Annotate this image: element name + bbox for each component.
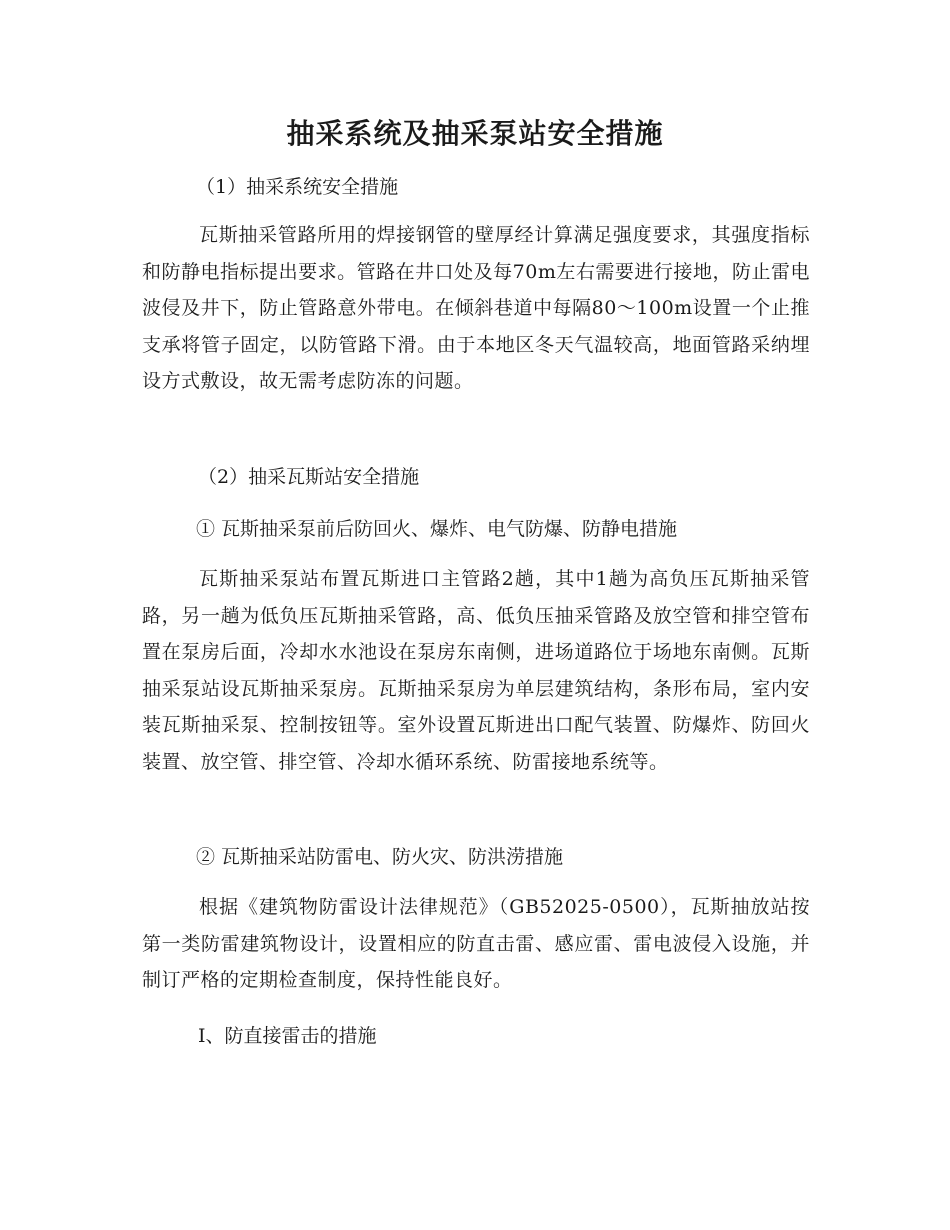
- subsection-1-paragraph: 瓦斯抽采泵站布置瓦斯进口主管路2趟，其中1趟为高负压瓦斯抽采管路，另一趟为低负压瓦斯抽采管路，高、低负压抽采管路及放空管和排空管布置在泵房后面，冷却水水池设在泵房东南侧，进场道路位于场地东南侧。瓦斯抽采泵站设瓦斯抽采泵房。瓦斯抽采泵房为单层建筑结构，条形布局，室内安装瓦斯抽采泵、控制按钮等。室外设置瓦斯进出口配气装置、防爆炸、防回火装置、放空管、排空管、冷却水循环系统、防雷接地系统等。: [142, 568, 810, 773]
- subsection-2-heading: ② 瓦斯抽采站防雷电、防火灾、防洪涝措施: [196, 846, 564, 868]
- section-2-heading: （2）抽采瓦斯站安全措施: [198, 466, 420, 488]
- subsection-3-heading: Ⅰ、防直接雷击的措施: [198, 1025, 377, 1047]
- subsection-2-paragraph: 根据《建筑物防雷设计法律规范》（GB52025-0500），瓦斯抽放站按第一类防雷建筑物设计，设置相应的防直击雷、感应雷、雷电波侵入设施，并制订严格的定期检查制度，保持性能良好。: [142, 896, 810, 991]
- section-1-paragraph: 瓦斯抽采管路所用的焊接钢管的壁厚经计算满足强度要求，其强度指标和防静电指标提出要求。管路在井口处及每70m左右需要进行接地，防止雷电波侵及井下，防止管路意外带电。在倾斜巷道中每隔80～100m设置一个止推支承将管子固定，以防管路下滑。由于本地区冬天气温较高，地面管路采纳埋设方式敷设，故无需考虑防冻的问题。: [142, 224, 810, 392]
- section-1-heading: （1）抽采系统安全措施: [196, 176, 399, 198]
- subsection-1-heading: ① 瓦斯抽采泵前后防回火、爆炸、电气防爆、防静电措施: [196, 518, 678, 540]
- document-title: 抽采系统及抽采泵站安全措施: [286, 117, 664, 150]
